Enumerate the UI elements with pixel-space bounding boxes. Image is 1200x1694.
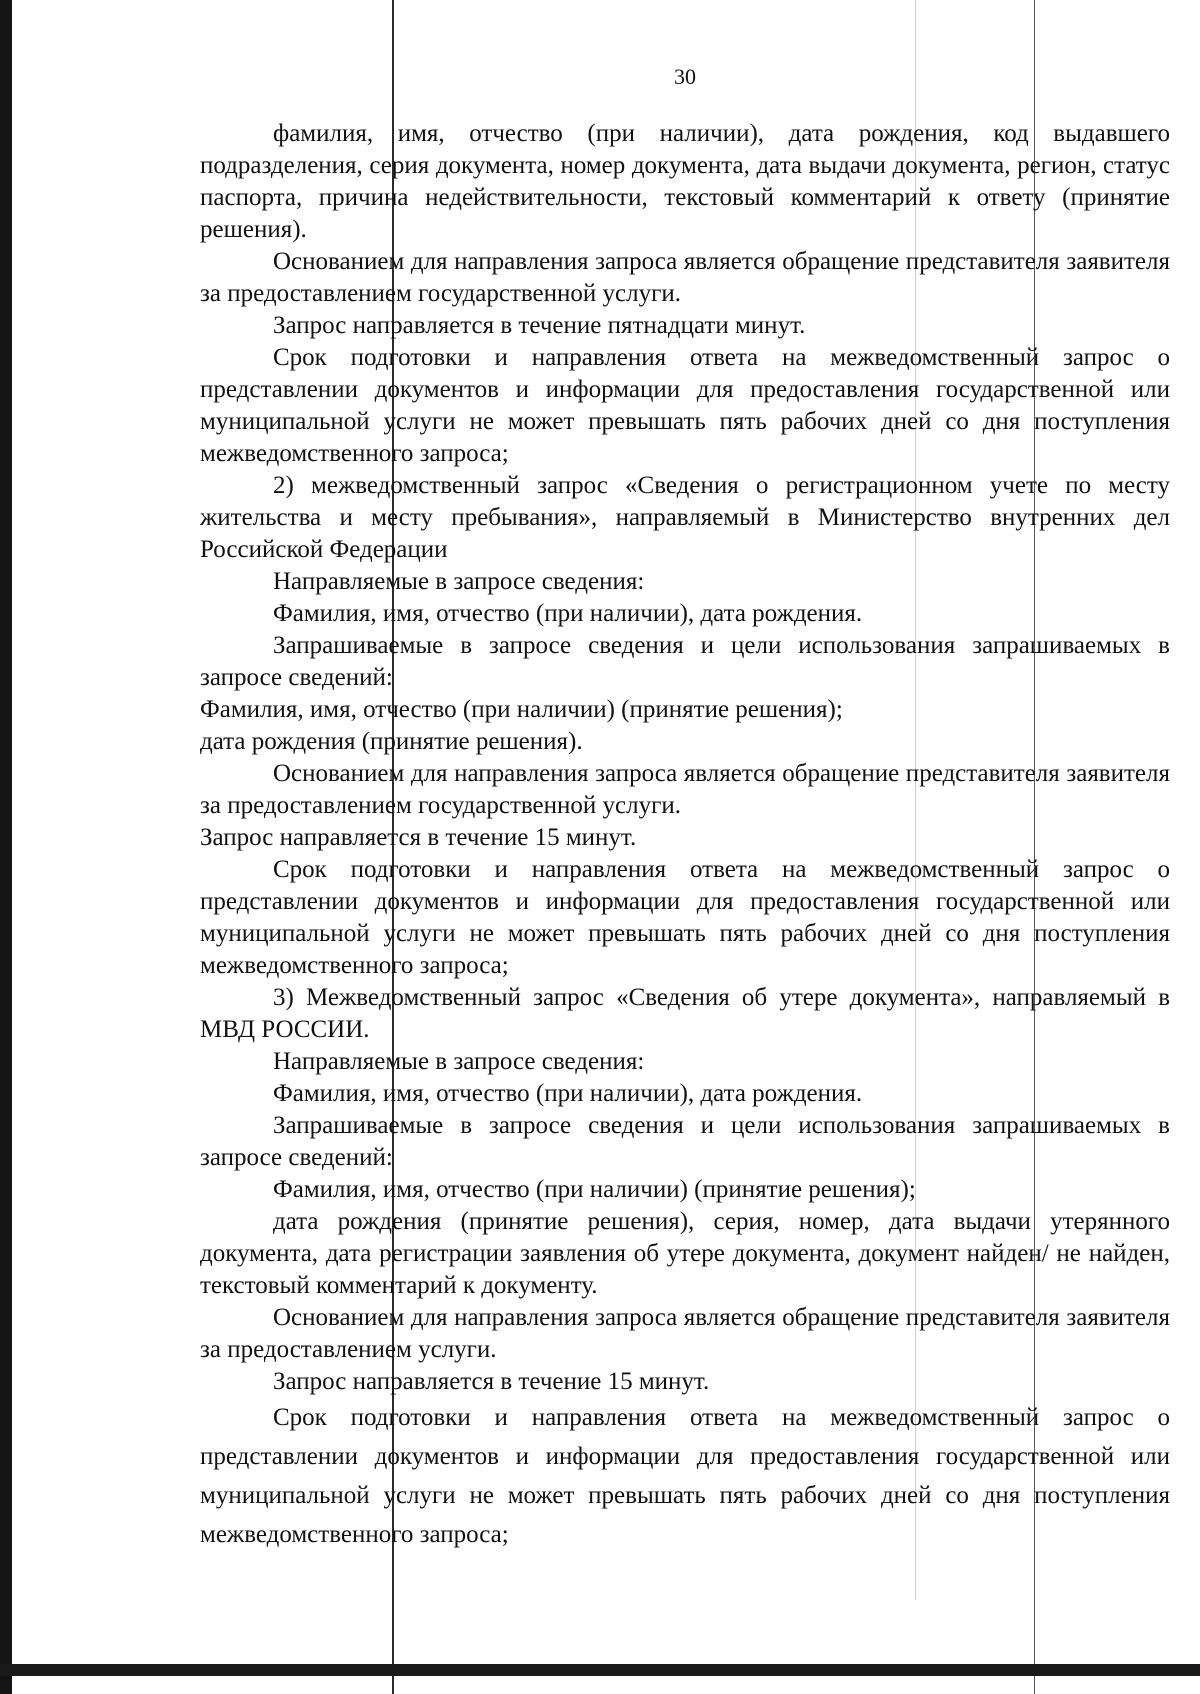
paragraph: Запрашиваемые в запросе сведения и цели использования запрашиваемых в запросе сведений: — [200, 632, 1170, 691]
paragraph: Срок подготовки и направления ответа на межведомственный запрос о представлении документов и информации для предоставления государственной или муниципальной услуги не может превышать пять рабочих дней со дня поступления межведомственного запроса; — [200, 856, 1170, 979]
paragraph: Основанием для направления запроса является обращение представителя заявителя за предоставлением государственной услуги. — [200, 248, 1170, 307]
paragraph: Срок подготовки и направления ответа на межведомственный запрос о представлении документов и информации для предоставления государственной или муниципальной услуги не может превышать пять рабочих дней со дня поступления межведомственного запроса; — [200, 344, 1170, 467]
page-number: 30 — [674, 64, 696, 89]
paragraph: фамилия, имя, отчество (при наличии), дата рождения, код выдавшего подразделения, серия документа, номер документа, дата выдачи документа, регион, статус паспорта, причина недействительности, текстовый комментарий к ответу (принятие решения). — [200, 120, 1170, 243]
paragraph: 3) Межведомственный запрос «Сведения об утере документа», направляемый в МВД РОССИИ. — [200, 984, 1170, 1043]
scan-edge-left — [0, 0, 12, 1694]
paragraph: Основанием для направления запроса является обращение представителя заявителя за предоставлением государственной услуги. — [200, 760, 1170, 819]
paragraph: Запрашиваемые в запросе сведения и цели использования запрашиваемых в запросе сведений: — [200, 1112, 1170, 1171]
paragraph: Запрос направляется в течение пятнадцати минут. — [273, 312, 806, 339]
paragraph: Основанием для направления запроса является обращение представителя заявителя за предоставлением услуги. — [200, 1304, 1170, 1363]
paragraph: дата рождения (принятие решения), серия, номер, дата выдачи утерянного документа, дата регистрации заявления об утере документа, документ найден/ не найден, текстовый комментарий к документу. — [200, 1208, 1170, 1299]
paragraph: Направляемые в запросе сведения: — [273, 568, 645, 595]
paragraph: Фамилия, имя, отчество (при наличии) (принятие решения); — [273, 1176, 916, 1203]
paragraph: 2) межведомственный запрос «Сведения о регистрационном учете по месту жительства и месту пребывания», направляемый в Министерство внутренних дел Российской Федерации — [200, 472, 1170, 563]
paragraph: Срок подготовки и направления ответа на межведомственный запрос о представлении документов и информации для предоставления государственной или муниципальной услуги не может превышать пять рабочих дней со дня поступления межведомственного запроса; — [200, 1404, 1170, 1548]
paragraph: Фамилия, имя, отчество (при наличии) (принятие решения); — [200, 696, 843, 723]
scan-edge-bottom — [0, 1664, 1200, 1676]
paragraph: Фамилия, имя, отчество (при наличии), дата рождения. — [273, 600, 863, 627]
paragraph: Запрос направляется в течение 15 минут. — [273, 1368, 710, 1395]
document-body — [200, 118, 1170, 1554]
paragraph: Фамилия, имя, отчество (при наличии), дата рождения. — [273, 1080, 863, 1107]
paragraph: Запрос направляется в течение 15 минут. — [200, 824, 637, 851]
paragraph: дата рождения (принятие решения). — [200, 728, 583, 755]
paragraph: Направляемые в запросе сведения: — [273, 1048, 645, 1075]
